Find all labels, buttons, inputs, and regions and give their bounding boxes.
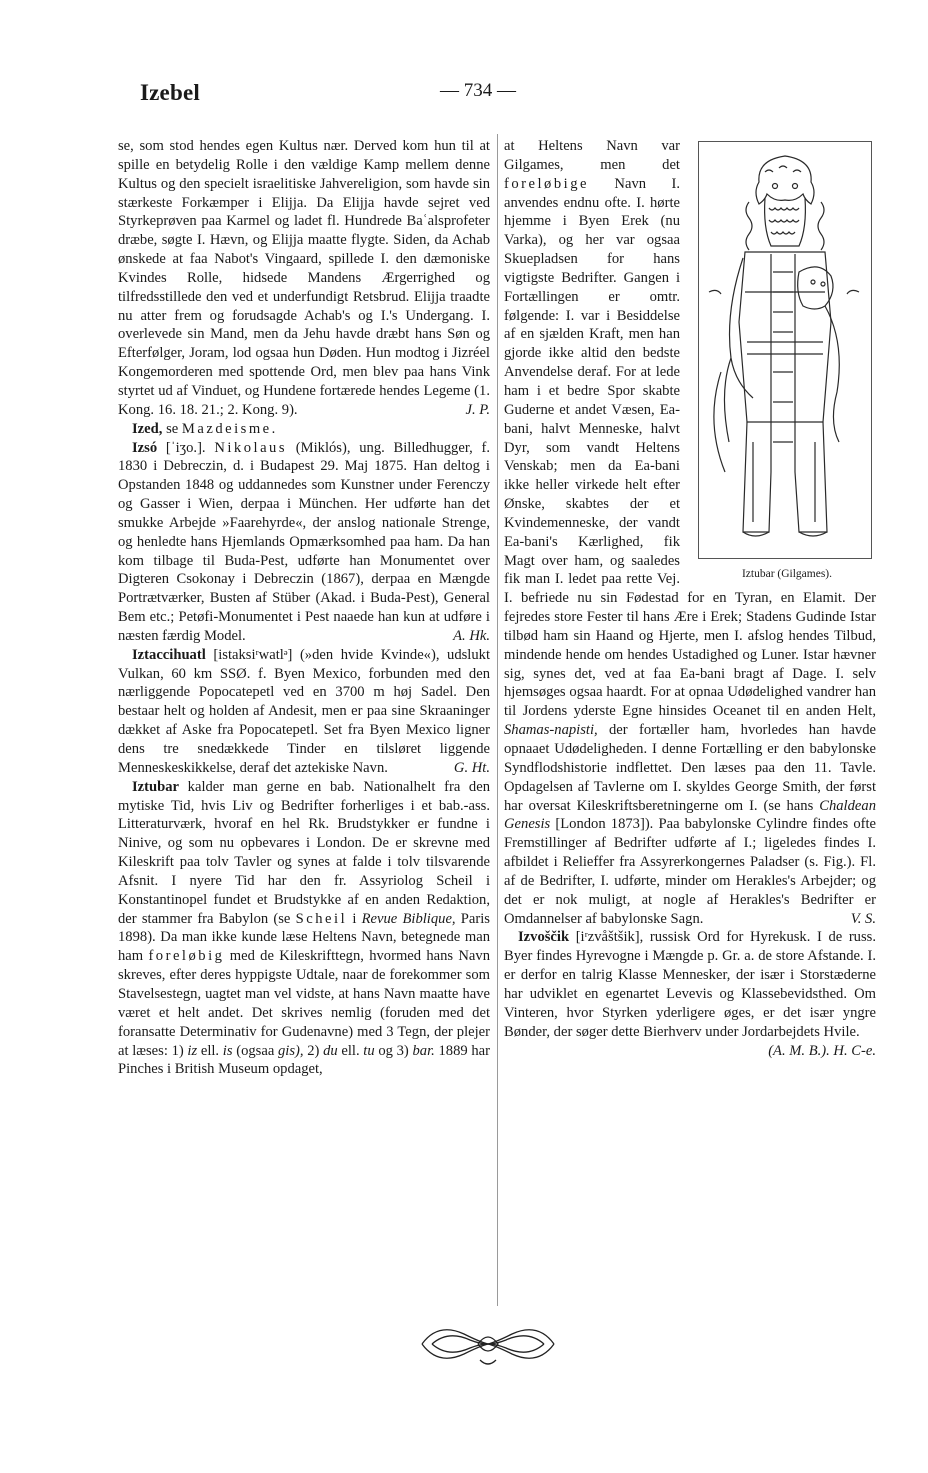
headword: Iztubar: [132, 778, 180, 795]
headword: Ized,: [132, 420, 163, 437]
relief-illustration: [699, 142, 871, 558]
signature: J. P.: [465, 401, 490, 418]
right-column: [504, 137, 876, 1060]
entry-izvoscik: Izvoščik [iʳzvåštšik], russisk Ord for Hyrekusk. I de russ. Byer findes Hyrevogne i Mængde p. Gr. a. de store Afstande. I. er derfor en talrig Klasse Mennesker, der især i Storstæderne har udviklet en egenartet Levevis og Klassebevidsthed. Om Vinteren, hvor Styrken yderligere øges, er det især yngre Bønder, der søger dette Bierhverv under Jordarbejdets Hvile. (A. M. B.). H. C-e.: [504, 929, 876, 1059]
headword: Izvoščik: [518, 929, 570, 946]
entry-izso: Izsó [ˈiʒo.]. Nikolaus (Miklós), ung. Billedhugger, f. 1830 i Debreczin, d. i Budapest 29. Maj 1875. Han deltog i Opstanden 1848 og uddannedes som Kunstner under Ferenczy og Gasser i Wien, derpaa i München. Her udførte han det smukke Arbejde »Faarehyrde«, der anslog nationale Strenge, og henledte hans Hjemlands Opmærksomhed paa ham. Da han kom tilbage til Buda-Pest, udførte han Monumentet over Digteren Csokonay i Debreczin (1867), derpaa en Mængde Portrætværker, Busten af Stüber (Akad. i Buda-Pest), General Bem etc.; Petøfi-Monumentet i Pest naaede han kun at udføre i næsten færdig Model. A. Hk.: [118, 439, 490, 644]
ornament-icon: [418, 1316, 558, 1376]
iztubar-continuation: at Heltens Navn var Gilgames, men det foreløbige Navn I. anvendes endnu ofte. I. hørte hjemme i Byen Erek (nu Varka), og her var ogsaa Skuepladsen for hans vigtigste Bedrifter. Gangen i Fortællingen er omtr. følgende: I. var i Besiddelse af en sjælden Kraft, men han gjorde ikke altid den bedste Anvendelse deraf. For at lede ham i et bedre Spor skabte Guderne et andet Væsen, Ea-bani, halvt Menneske, halvt Dyr, som vandt Heltens Venskab; men da Ea-bani ikke heller virkede helt efter Ønske, skabtes der et Kvindemenneske, der vandt Ea-bani's Kærlighed, fik Magt over ham, og saaledes fik man I. ledet paa rette Vej. I. befriede nu sin Fødestad for en Tyran, en Elamit. Der fejredes store Fester til hans Ære i Erek; Stadens Gudinde Istar tilbød ham sin Haand og Hjerte, men I. afslog hendes Tilbud, mindende hende om hendes Ustadighed og Luner. Istar hævner sig, synes det, ved at faa Ea-bani bragt af Dage. I. selv hjemsøges ogsaa haardt. For at opnaa Udødelighed vandrer han til Jordens yderste Egne hinsides Oceanet til en anden Helt, Shamas-napisti, der fortæller ham, hvorledes han havde opnaaet Udødeligheden. I denne Fortælling er den babylonske Syndflodshistorie indflettet. Den læses paa den 11. Tavle. Opdagelsen af Tavlerne om I. skyldes George Smith, der først har oversat Kileskriftsberetningerne om I. (se hans Chaldean Genesis [London 1873]). Paa babylonske Cylindre findes ofte Fremstillinger af Bedrifter udførte af I.; ligeledes findes I. afbildet i Relieffer fra Assyrerkongernes Paladser (s. Fig.). Fl. af de Bedrifter, I. udførte, minder om Herakles's Arbejder; og det er nok muligt, at nogle af Herakles's Bedrifter er Omdannelser af babylonske Sagn. V. S.: [504, 138, 877, 927]
entry-iztaccihuatl: Iztaccihuatl [istaksiʳwatlᵊ] (»den hvide Kvinde«), udslukt Vulkan, 60 km SSØ. f. Byen Mexico, forbunden med den nærliggende Popocatepetl ved en 3700 m høj Sadel. Den bestaar helt og holden af Andesit, men er paa sine Skraaninger dækket af Aske fra Popocatepetl. Set fra Byen Mexico ligner dens tre snedækkede Tinder en tilsløret liggende Menneskeskikkelse, deraf det aztekiske Navn. G. Ht.: [118, 646, 490, 776]
entry-iztubar: Iztubar kalder man gerne en bab. Nationalhelt fra den mytiske Tid, hvis Liv og Bedrifter forherliges i et bab.-ass. Litteraturværk, hvoraf en hel Rk. Brudstykker er fundne i Ninive, og som nu opbevares i London. De er skrevne med Kileskrift paa tolv Tavler og synes at falde i tolv tilsvarende Afsnit. I nyere Tid har den fr. Assyriolog Scheil i Konstantinopel fundet et Brudstykke af en anden Redaktion, der stammer fra Babylon (se Scheil i Revue Biblique, Paris 1898). Da man ikke kunde læse Heltens Navn, betegnede man ham foreløbig med de Kileskrifttegn, hvormed hans Navn skreves, efter deres hyppigste Udtale, naar de forekommer som Stavelsestegn, uagtet man vel vidste, at hans Navn maatte have været et helt andet. Det skrives nemlig (foruden med det foransatte Determinativ for Gudenavne) med 3 Tegn, der plejer at læses: 1) iz ell. is (ogsaa gis), 2) du ell. tu og 3) bar. 1889 har Pinches i British Museum opdaget,: [118, 778, 490, 1078]
headword: Izsó: [132, 439, 158, 456]
izebel-continuation: se, som stod hendes egen Kultus nær. Derved kom hun til at spille en betydelig Rolle i den vældige Kamp mellem denne Kultus og den specielt israelitiske Jahvereligion, som havde sin stærkeste Forkæmper i Elijja. Da Elijja havde sejret ved Styrkeprøven paa Karmel og ladet fl. Hundrede Baʿalsprofeter dræbe, søgte I. Hævn, og Elijja maatte flygte. Siden, da Achab ønskede at faa Nabot's Vingaard, spillede I. den dæmoniske Kvindes Rolle, hidsede Mandens Ærgerrighed og tilfredsstillede den ved et underfundigt Retsbrud. Elijja traadte nu atter frem og forudsagde Achab's og I.'s Undergang. I. overlevede sin Mand, men da Jehu havde dræbt hans Søn og Efterfølger, Joram, lod ogsaa hun Døden. Hun modtog i Jizréel Kongemorderen med spottende Ord, men blev paa hans Vink styrtet ud af Vinduet, og Hundene fortærede hendes Legeme (1. Kong. 16. 18. 21.; 2. Kong. 9). J. P.: [118, 138, 490, 418]
figure-image: [698, 141, 872, 559]
figure-iztubar: [688, 141, 876, 581]
figure-caption: Iztubar (Gilgames).: [741, 568, 833, 580]
iztubar-continued: [504, 137, 876, 928]
header-word: Izebel: [140, 80, 200, 105]
signature: G. Ht.: [453, 759, 490, 776]
left-column: [118, 137, 490, 1079]
page-number: — 734 —: [440, 80, 516, 101]
signature: A. Hk.: [453, 627, 490, 644]
entry-ized: Ized, se Mazdeisme.: [132, 420, 278, 437]
signature: V. S.: [850, 910, 876, 927]
headword: Iztaccihuatl: [132, 646, 206, 663]
cross-reference: Mazdeisme.: [181, 420, 278, 437]
column-divider: [497, 134, 498, 1306]
signature: (A. M. B.). H. C-e.: [768, 1042, 876, 1059]
